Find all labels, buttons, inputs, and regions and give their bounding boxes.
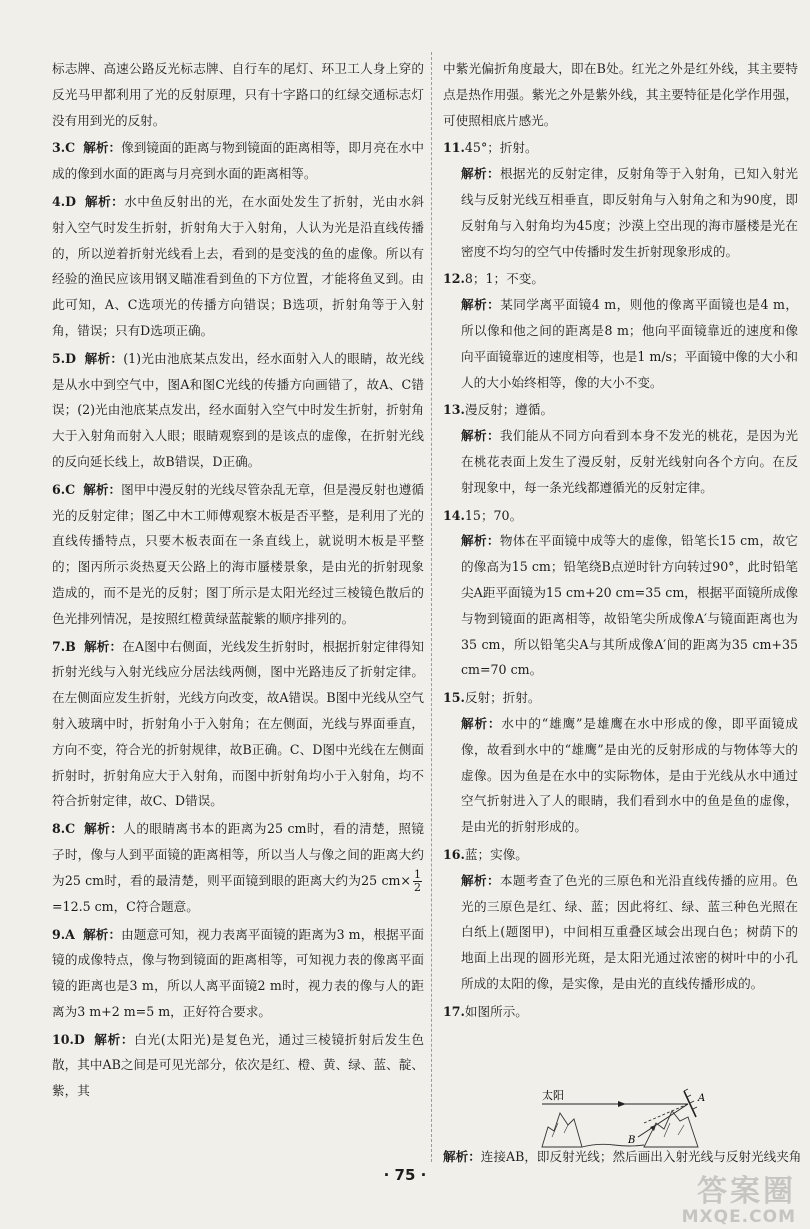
answer-number: 11.: [443, 140, 465, 156]
analysis-tag: 解析：: [83, 140, 122, 156]
answer-9: [52, 922, 424, 1025]
answer-text: 8；1；不变。: [464, 271, 544, 287]
analysis-tag: 解析：: [94, 1031, 135, 1047]
fraction-numerator: 1: [414, 867, 421, 881]
analysis-text: 物体在平面镜中成等大的虚像，铅笔长15 cm，故它的像高为15 cm；铅笔绕B点逆时针方向转过90°，此时铅笔尖A距平面镜为15 cm+20 cm=35 cm，根据平面镜所成像与物到镜面的距离相等，故铅笔尖所成像A′与镜面距离也为35 cm，所以铅笔尖A与其所成像A′间的距离为35 cm+35 cm=70 cm。: [461, 533, 798, 678]
mirror-hatch: [690, 1101, 694, 1103]
analysis-text: 某同学离平面镜4 m，则他的像离平面镜也是4 m，所以像和他之间的距离是8 m；他向平面镜靠近的速度和像向平面镜靠近的速度相等，也是1 m/s；平面镜中像的大小和人的大小始终相等，像的大小不变。: [461, 297, 799, 390]
answer-text: 15；70。: [464, 507, 523, 523]
analysis-text: 连接AB，即反射光线；然后画出入射光线与反射光线夹角: [480, 1149, 802, 1164]
analysis-text-tail: =12.5 cm，C符合题意。: [52, 898, 199, 914]
answer-number: 5.D: [52, 350, 77, 366]
answer-5: [52, 346, 424, 475]
analysis-text: (1)光由池底某点发出，经水面射入人的眼睛，故光线是从水中到空气中，图A和图C光线的传播方向画错了，故A、C错误；(2)光由池底某点发出，经水面射入空气中时发生折射，折射角大于入射角而射入人眼；眼睛观察到的是该点的虚像，在折射光线的反向延长线上，故B错误，D正确。: [52, 350, 425, 469]
fraction: [413, 869, 422, 894]
answer-10: [52, 1027, 424, 1104]
analysis-text: 图甲中漫反射的光线尽管杂乱无章，但是漫反射也遵循光的反射定律；图乙中木工师傅观察木板是否平整，是利用了光的直线传播特点，只要木板表面在一条直线上，就说明木板是平整的；图丙所示炎热夏天公路上的海市蜃楼景象，是由光的折射现象造成的，而不是光的反射；图丁所示是太阳光经过三棱镜色散后的色光排列情况，是按照红橙黄绿蓝靛紫的顺序排列的。: [52, 481, 425, 626]
answer-6: [52, 477, 424, 632]
answer-text: 如图所示。: [464, 1003, 528, 1019]
right-column: [443, 56, 798, 1024]
answer-3: [52, 135, 424, 187]
mountain-left-icon: [542, 1113, 582, 1147]
analysis-tag: 解析：: [83, 926, 122, 942]
answer-12: [443, 266, 798, 292]
answer-11: [443, 135, 798, 161]
column-divider: [431, 52, 432, 1162]
mirror-hatch: [693, 1107, 697, 1109]
watermark-logo: [682, 1176, 796, 1226]
analysis-tag: 解析：: [461, 428, 500, 444]
mountain-right-texture: [664, 1123, 684, 1137]
analysis-tag: 解析：: [84, 350, 124, 366]
paragraph-text: 标志牌、高速公路反光标志牌、自行车的尾灯、环卫工人身上穿的反光马甲都利用了光的反射原理，只有十字路口的红绿交通标志灯没有用到光的反射。: [52, 61, 424, 128]
analysis-15: [443, 711, 798, 840]
point-a-label: A: [698, 1093, 706, 1104]
analysis-14: [443, 528, 798, 683]
mirror-hatch: [687, 1095, 691, 1097]
analysis-tag: 解析：: [461, 715, 502, 731]
analysis-tag: 解析：: [83, 481, 122, 497]
fraction-denominator: 2: [414, 880, 421, 894]
answer-number: 7.B: [52, 638, 76, 654]
analysis-tag: 解析：: [461, 166, 500, 182]
analysis-tag: 解析：: [461, 872, 500, 888]
analysis-13: [443, 423, 798, 500]
analysis-12: [443, 292, 798, 395]
analysis-tag: 解析：: [461, 533, 500, 549]
answer-16: [443, 842, 798, 868]
reflection-diagram: [538, 1087, 718, 1149]
answer-text: 反射；折射。: [464, 690, 541, 706]
analysis-tag: 解析：: [461, 297, 501, 313]
answer-number: 13.: [443, 402, 465, 418]
answer-13: [443, 397, 798, 423]
analysis-tag: 解析：: [85, 193, 125, 209]
page-number: · 75 ·: [383, 1166, 427, 1184]
analysis-tag: 解析：: [443, 1149, 481, 1164]
analysis-text: 白光(太阳光)是复色光，通过三棱镜折射后发生色散，其中AB之间是可见光部分，依次是红、橙、黄、绿、蓝、靛、紫，其: [52, 1031, 424, 1099]
answer-number: 6.C: [52, 481, 76, 497]
left-column: [52, 56, 424, 1104]
analysis-text: 我们能从不同方向看到本身不发光的桃花，是因为光在桃花表面上发生了漫反射，反射光线射向各个方向。在反射现象中，每一条光线都遵循光的反射定律。: [461, 428, 799, 495]
answer-number: 10.D: [52, 1031, 85, 1047]
answer-text: 漫反射；遵循。: [464, 402, 554, 418]
analysis-16: [443, 868, 798, 997]
answer-17: [443, 999, 798, 1025]
analysis-tag: 解析：: [84, 638, 123, 654]
answer-number: 8.C: [52, 821, 76, 837]
watermark-url: MXQE.COM: [681, 1207, 796, 1227]
point-b-label: B: [628, 1135, 636, 1146]
answer-number: 16.: [443, 846, 465, 862]
answer-number: 14.: [443, 507, 465, 523]
analysis-text: 由题意可知，视力表离平面镜的距离为3 m，根据平面镜的成像特点，像与物到镜面的距离相等，可知视力表的像离平面镜的距离也是3 m，所以人离平面镜2 m时，视力表的像与人的距离为3 m+2 m=5 m，正好符合要求。: [52, 926, 424, 1019]
sun-label: 太阳: [542, 1089, 564, 1102]
watermark-text: 答案圈: [697, 1174, 796, 1209]
analysis-text: 在A图中右侧面，光线发生折射时，根据折射定律得知折射光线与入射光线应分居法线两侧，图中光路违反了折射定律。在左侧面应发生折射，光线方向改变，故A错误。B图中光线从空气射入玻璃中时，折射角小于入射角；在左侧面，光线与界面垂直，方向不变，符合光的折射规律，故B正确。C、D图中光线在左侧面折射时，折射角应大于入射角，而图中折射角均小于入射角，均不符合折射定律，故C、D错误。: [52, 638, 424, 809]
analysis-11: [443, 161, 798, 264]
analysis-text: 像到镜面的距离与物到镜面的距离相等，即月亮在水中成的像到水面的距离与月亮到水面的距离相等。: [52, 140, 425, 182]
answer-number: 15.: [443, 690, 465, 706]
answer-7: [52, 634, 424, 815]
answer-text: 45°；折射。: [464, 140, 538, 156]
mirror-hatch: [684, 1089, 688, 1091]
answer-number: 3.C: [52, 140, 76, 156]
arrow-icon: [618, 1101, 626, 1107]
analysis-tag: 解析：: [84, 821, 124, 837]
analysis-text: 人的眼睛离书本的距离为25 cm时，看的清楚，照镜子时，像与人到平面镜的距离相等，所以当人与像之间的距离大约为25 cm时，看的最清楚，则平面镜到眼的距离大约为25 cm×: [52, 821, 425, 888]
answer-number: 4.D: [52, 193, 77, 209]
paragraph-continued: [52, 56, 424, 133]
paragraph-text: 中紫光偏折角度最大，即在B处。红光之外是红外线，其主要特点是热作用强。紫光之外是紫外线，其主要特征是化学作用强，可使照相底片感光。: [443, 61, 798, 128]
answer-number: 9.A: [52, 926, 75, 942]
analysis-text: 根据光的反射定律，反射角等于入射角，已知入射光线与反射光线互相垂直，即反射角与入射角之和为90度，即反射角与入射角均为45度；沙漠上空出现的海市蜃楼是光在密度不均匀的空气中传播时发生折射现象形成的。: [461, 166, 799, 259]
analysis-17: [443, 1148, 803, 1166]
answer-4: [52, 189, 424, 344]
analysis-text: 本题考查了色光的三原色和光沿直线传播的应用。色光的三原色是红、绿、蓝；因此将红、绿、蓝三种色光照在白纸上(题图甲)，中间相互重叠区域会出现白色；树荫下的地面上出现的圆形光斑，是太阳光通过浓密的树叶中的小孔所成的太阳的像，是实像，是由光的直线传播形成的。: [461, 872, 799, 991]
answer-8: [52, 816, 424, 919]
answer-text: 蓝；实像。: [464, 846, 528, 862]
answer-14: [443, 503, 798, 529]
analysis-text: 水中的“雄鹰”是雄鹰在水中形成的像，即平面镜成像，故看到水中的“雄鹰”是由光的反射形成的与物体等大的虚像。因为鱼是在水中的实际物体，是由于光线从水中通过空气折射进入了人的眼睛，我们看到水中的鱼是鱼的虚像，是由光的折射形成的。: [461, 715, 798, 835]
answer-number: 12.: [443, 271, 465, 287]
answer-number: 17.: [443, 1003, 465, 1019]
paragraph-continued: [443, 56, 798, 133]
answer-15: [443, 685, 798, 711]
analysis-text: 水中鱼反射出的光，在水面处发生了折射，光由水斜射入空气时发生折射，折射角大于入射角，人认为光是沿直线传播的，所以逆着折射光线看上去，看到的是变浅的鱼的虚像。所以有经验的渔民应该用钢叉瞄准看到鱼的下方位置，才能将鱼叉到。由此可知，A、C选项光的传播方向错误；B选项，折射角等于入射角，错误；只有D选项正确。: [52, 193, 425, 338]
